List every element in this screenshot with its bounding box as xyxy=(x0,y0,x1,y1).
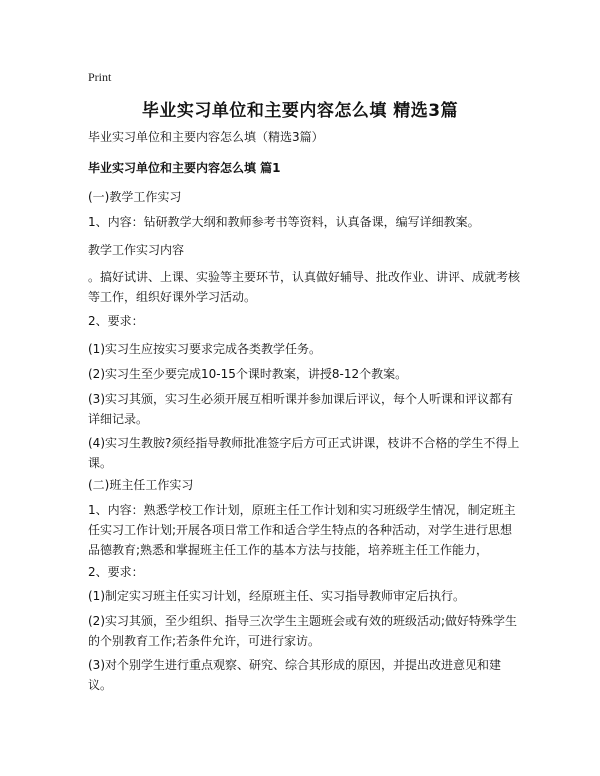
paragraph-5: 2、要求： xyxy=(88,314,144,328)
paragraph-1: (一)教学工作实习 xyxy=(88,190,182,204)
page-title: 毕业实习单位和主要内容怎么填 精选3篇 xyxy=(141,101,459,121)
paragraph-10: (二)班主任工作实习 xyxy=(88,478,194,492)
paragraph-9: (4)实习生教胺?须经指导教师批准签字后方可正式讲课，枝讲不合格的学生不得上课。 xyxy=(88,436,520,470)
paragraph-2: 1、内容：钻研教学大纲和教师参考书等资料，认真备课，编写详细教案。 xyxy=(88,215,480,229)
paragraph-7: (2)实习生至少要完成10-15个课时教案，讲授8-12个教案。 xyxy=(88,367,408,381)
section-heading: 毕业实习单位和主要内容怎么填 篇1 xyxy=(88,161,281,175)
paragraph-11: 1、内容：熟悉学校工作计划，原班主任工作计划和实习班级学生情况，制定班主任实习工作计划;开展各项日常工作和适合学生特点的各种活动，对学生进行思想品德教育;熟悉和掌握班主任工作的基本方法与技能，培养班主任工作能力， xyxy=(88,503,516,557)
paragraph-4: 。搞好试讲、上课、实验等主要环节，认真做好辅导、批改作业、讲评、成就考核等工作，组织好课外学习活动。 xyxy=(88,270,521,304)
paragraph-13: (1)制定实习班主任实习计划，经原班主任、实习指导教师审定后执行。 xyxy=(88,589,466,603)
paragraph-6: (1)实习生应按实习要求完成各类教学任务。 xyxy=(88,342,321,356)
paragraph-15: (3)对个别学生进行重点观察、研究、综合其形成的原因，并提出改进意见和建议。 xyxy=(88,658,502,692)
paragraph-3: 教学工作实习内容 xyxy=(88,243,185,257)
paragraph-14: (2)实习其颁，至少组织、指导三次学生主题班会或有效的班级活动;做好特殊学生的个别教育工作;若条件允许，可进行家访。 xyxy=(88,614,518,648)
subtitle: 毕业实习单位和主要内容怎么填（精选3篇） xyxy=(88,130,324,144)
paragraph-12: 2、要求： xyxy=(88,565,144,579)
paragraph-8: (3)实习其颁，实习生必须开展互相听课并参加课后评议，每个人听课和评议都有详细记录。 xyxy=(88,392,514,426)
print-label: Print xyxy=(88,70,112,84)
